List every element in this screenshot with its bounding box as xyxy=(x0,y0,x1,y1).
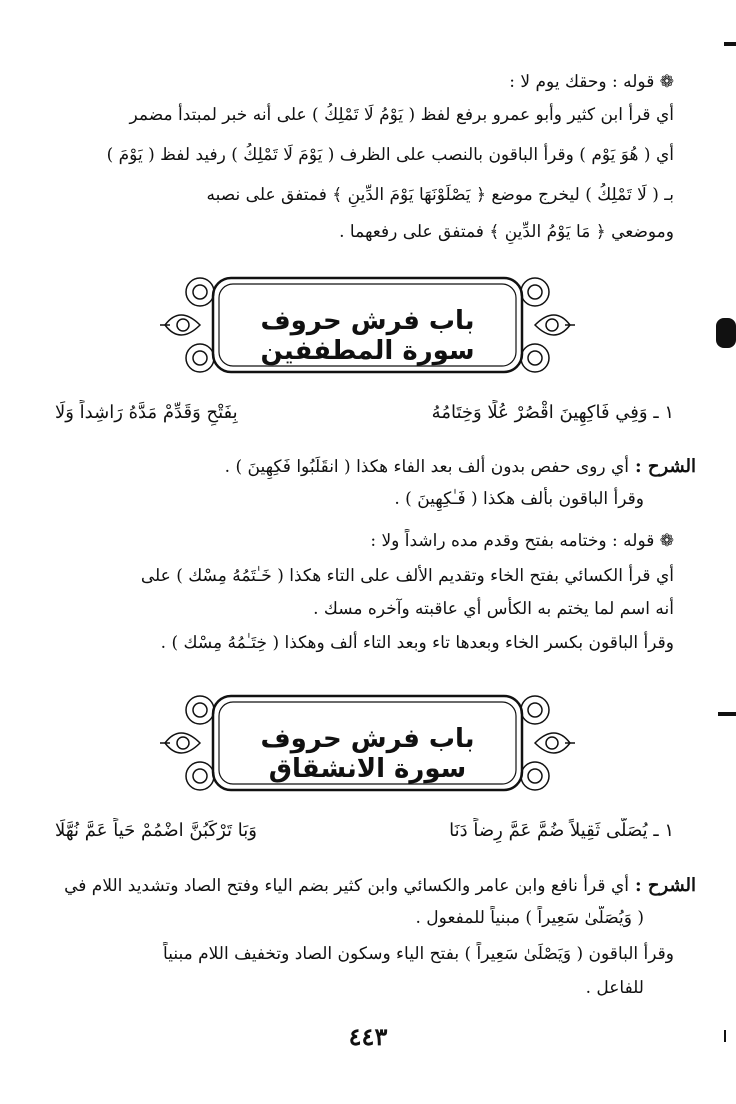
paragraph-line: أي قرأ الكسائي بفتح الخاء وتقديم الألف على التاء هكذا ( خَـٰتَمُهُ مِسْك ) على xyxy=(140,566,674,586)
note-heading: ❁ قوله : وحقك يوم لا : xyxy=(509,72,674,92)
commentary-line xyxy=(60,455,696,479)
commentary-line: وقرأ الباقون بألف هكذا ( فَـٰكِهِينَ ) . xyxy=(394,489,644,509)
verse-first-hemistich: ١ ـ يُصَلَّى ثَقِيلاً ضُمَّ عَمَّ رِضاً دَنَا xyxy=(449,820,674,841)
paragraph-line: أي ( هُوَ يَوْم ) وقرأ الباقون بالنصب على الظرف ( يَوْمَ لَا تَمْلِكُ ) رفيد لفظ ( يَوْمَ ) xyxy=(106,145,674,165)
chapter-title: باب فرش حروف سورة المطففين xyxy=(260,306,475,366)
verse-second-hemistich: بِفَتْحٍ وَقَدِّمْ مَدَّهُ رَاشِداً وَلَا xyxy=(55,402,238,423)
chapter-title-frame xyxy=(155,688,580,798)
commentary-text: أي روى حفص بدون ألف بعد الفاء هكذا ( انقَلَبُوا فَكِهِينَ ) . xyxy=(224,457,629,477)
verse-second-hemistich: وَبَا تَرْكَبُنَّ اضْمُمْ حَياً عَمَّ نُهَّلَا xyxy=(55,820,257,841)
paragraph-line: وقرأ الباقون بكسر الخاء وبعدها تاء وبعد التاء ألف وهكذا ( خِتَـٰمُهُ مِسْك ) . xyxy=(160,633,674,653)
verse-line xyxy=(55,400,674,426)
paragraph-line: للفاعل . xyxy=(585,978,644,998)
page-number: ٤٤٣ xyxy=(348,1022,388,1051)
chapter-title-frame xyxy=(155,270,580,380)
scan-edge-mark xyxy=(724,1030,726,1042)
verse-line xyxy=(55,818,674,844)
commentary-label: الشرح : xyxy=(634,456,696,477)
scan-edge-mark xyxy=(724,42,736,46)
commentary-line xyxy=(60,874,696,898)
note-heading: ❁ قوله : وختامه بفتح وقدم مده راشداً ولا : xyxy=(370,531,674,551)
paragraph-line: وقرأ الباقون ( وَيَصْلَىٰ سَعِيراً ) بفتح الياء وسكون الصاد وتخفيف اللام مبنياً xyxy=(163,944,674,964)
paragraph-line: أي قرأ ابن كثير وأبو عمرو برفع لفظ ( يَوْمُ لَا تَمْلِكُ ) على أنه خبر لمبتدأ مضمر xyxy=(129,105,674,125)
commentary-label: الشرح : xyxy=(634,875,696,896)
commentary-line: ( وَيُصَلَّىٰ سَعِيراً ) مبنياً للمفعول . xyxy=(415,908,644,928)
paragraph-line: بـ ( لَا تَمْلِكُ ) ليخرج موضع ﴿ يَصْلَوْنَهَا يَوْمَ الدِّينِ ﴾ فمتفق على نصبه xyxy=(206,185,674,205)
commentary-text: أي قرأ نافع وابن عامر والكسائي وابن كثير بضم الياء وفتح الصاد وتشديد اللام في xyxy=(64,876,629,896)
scan-edge-mark xyxy=(718,712,736,716)
scan-edge-mark xyxy=(716,318,736,348)
paragraph-line: وموضعي ﴿ مَا يَوْمُ الدِّينِ ﴾ فمتفق على رفعهما . xyxy=(339,222,674,242)
paragraph-line: أنه اسم لما يختم به الكأس أي عاقبته وآخره مسك . xyxy=(313,599,674,619)
verse-first-hemistich: ١ ـ وَفِي فَاكِهِينَ اقْصُرْ عُلًا وَخِتَامُهُ xyxy=(431,402,674,423)
chapter-title: باب فرش حروف سورة الانشقاق xyxy=(260,724,475,784)
